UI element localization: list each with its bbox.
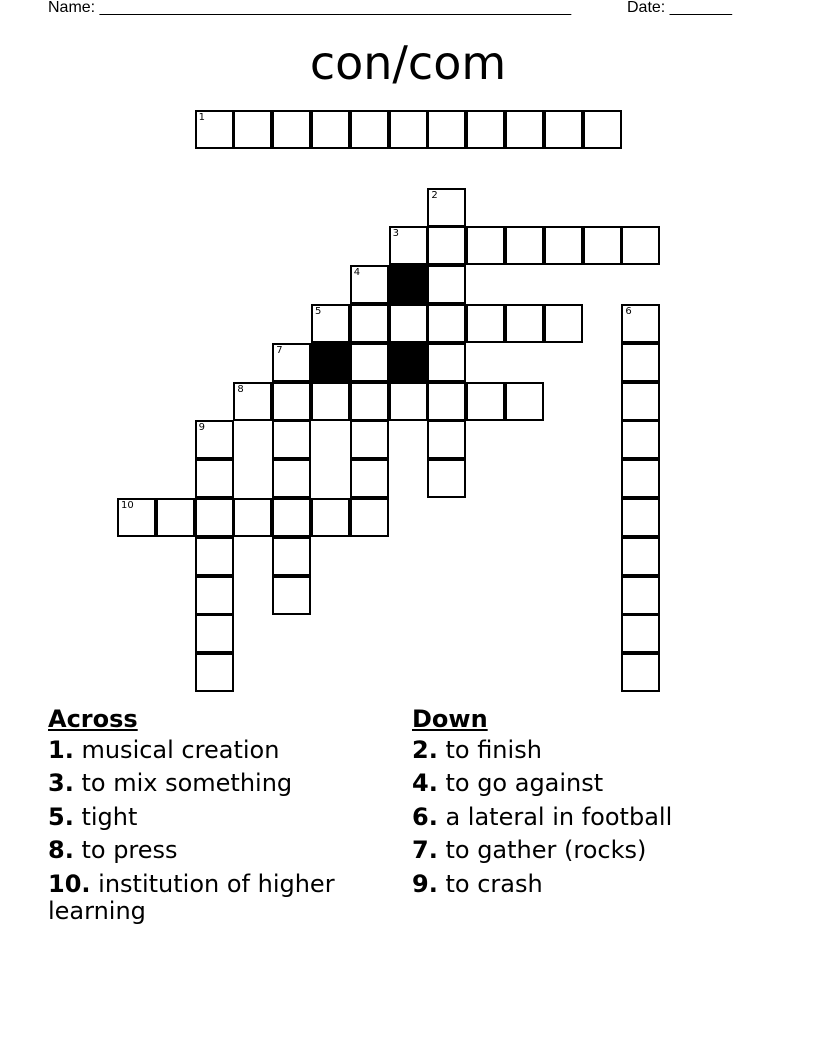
grid-cell[interactable]: [621, 382, 660, 421]
clue-down-7: [412, 837, 792, 864]
grid-cell[interactable]: [311, 110, 350, 149]
grid-cell[interactable]: [195, 110, 234, 149]
cell-number: 3: [392, 228, 399, 240]
cell-number: 7: [276, 344, 283, 356]
grid-block: [389, 343, 428, 382]
grid-cell[interactable]: [466, 226, 505, 265]
grid-cell[interactable]: [233, 498, 272, 537]
name-line: Name: _____________________________________________________: [48, 0, 572, 16]
grid-cell[interactable]: [195, 653, 234, 692]
date-line: Date: _______: [627, 0, 732, 16]
grid-cell[interactable]: [233, 110, 272, 149]
clue-number: 3.: [48, 769, 74, 797]
grid-cell[interactable]: [389, 226, 428, 265]
grid-cell[interactable]: [544, 226, 583, 265]
grid-cell[interactable]: [272, 576, 311, 615]
grid-cell[interactable]: [195, 459, 234, 498]
across-clues: [48, 703, 378, 931]
grid-cell[interactable]: [350, 343, 389, 382]
grid-cell[interactable]: [505, 382, 544, 421]
grid-cell[interactable]: [272, 498, 311, 537]
grid-cell[interactable]: [156, 498, 195, 537]
cell-number: 5: [315, 306, 322, 317]
grid-cell[interactable]: [272, 459, 311, 498]
clue-number: 2.: [412, 735, 438, 764]
clue-text: to finish: [445, 735, 542, 764]
grid-cell[interactable]: [195, 576, 234, 615]
grid-cell[interactable]: [621, 420, 660, 459]
grid-cell[interactable]: [621, 459, 660, 498]
clue-text: musical creation: [81, 735, 280, 764]
clue-across-10: [48, 871, 378, 925]
clue-text: to press: [81, 836, 178, 864]
grid-cell[interactable]: [195, 498, 234, 537]
clue-number: 6.: [412, 802, 438, 831]
grid-cell[interactable]: [350, 459, 389, 498]
grid-cell[interactable]: [427, 459, 466, 498]
clue-number: 5.: [48, 802, 74, 831]
clue-number: 8.: [48, 836, 74, 864]
grid-cell[interactable]: [350, 382, 389, 421]
clue-number: 9.: [412, 869, 438, 898]
clue-down-4: [412, 770, 792, 797]
grid-cell[interactable]: [583, 226, 622, 265]
grid-cell[interactable]: [466, 304, 505, 343]
grid-cell[interactable]: [350, 110, 389, 149]
clue-across-5: [48, 804, 378, 831]
grid-cell[interactable]: [544, 304, 583, 343]
grid-cell[interactable]: [427, 382, 466, 421]
grid-cell[interactable]: [311, 304, 350, 343]
grid-cell[interactable]: [195, 614, 234, 653]
grid-cell[interactable]: [466, 110, 505, 149]
clue-text: to go against: [445, 769, 604, 797]
grid-cell[interactable]: [389, 304, 428, 343]
grid-cell[interactable]: [350, 265, 389, 304]
grid-cell[interactable]: [427, 188, 466, 227]
clue-number: 1.: [48, 735, 74, 764]
grid-cell[interactable]: [272, 343, 311, 382]
grid-cell[interactable]: [466, 382, 505, 421]
clue-text: a lateral in football: [445, 802, 673, 831]
grid-cell[interactable]: [621, 653, 660, 692]
down-heading: Down: [412, 705, 488, 733]
across-heading: Across: [48, 705, 138, 733]
grid-cell[interactable]: [311, 498, 350, 537]
grid-cell[interactable]: [389, 110, 428, 149]
grid-cell[interactable]: [544, 110, 583, 149]
clue-text: to gather (rocks): [445, 836, 647, 864]
clue-down-9: [412, 871, 792, 898]
grid-cell[interactable]: [195, 420, 234, 459]
clue-text: institution of higher learning: [48, 869, 335, 925]
grid-cell[interactable]: [505, 304, 544, 343]
grid-cell[interactable]: [621, 498, 660, 537]
grid-cell[interactable]: [621, 576, 660, 615]
grid-cell[interactable]: [621, 614, 660, 653]
grid-cell[interactable]: [272, 110, 311, 149]
cell-number: 4: [353, 267, 361, 279]
clue-number: 7.: [412, 836, 438, 864]
grid-block: [311, 343, 350, 382]
clue-across-3: [48, 770, 378, 797]
grid-cell[interactable]: [621, 304, 660, 343]
grid-cell[interactable]: [272, 420, 311, 459]
grid-cell[interactable]: [621, 226, 660, 265]
grid-cell[interactable]: [427, 265, 466, 304]
grid-cell[interactable]: [427, 110, 466, 149]
grid-cell[interactable]: [427, 226, 466, 265]
grid-block: [389, 265, 428, 304]
down-clues: [412, 703, 792, 904]
clue-down-2: [412, 737, 792, 764]
clue-across-1: [48, 737, 378, 764]
grid-cell[interactable]: [233, 382, 272, 421]
grid-cell[interactable]: [427, 420, 466, 459]
cell-number: 9: [198, 422, 205, 434]
grid-cell[interactable]: [621, 537, 660, 576]
clue-number: 4.: [412, 769, 438, 797]
grid-cell[interactable]: [427, 304, 466, 343]
clue-across-8: [48, 837, 378, 864]
grid-cell[interactable]: [272, 537, 311, 576]
grid-cell[interactable]: [350, 498, 389, 537]
cell-number: 1: [198, 112, 205, 123]
cell-number: 6: [625, 306, 632, 317]
grid-cell[interactable]: [311, 382, 350, 421]
grid-cell[interactable]: [505, 226, 544, 265]
grid-cell[interactable]: [272, 382, 311, 421]
cell-number: 2: [431, 189, 438, 201]
grid-cell[interactable]: [350, 420, 389, 459]
grid-cell[interactable]: [583, 110, 622, 149]
grid-cell[interactable]: [350, 304, 389, 343]
cell-number: 8: [237, 383, 244, 395]
grid-cell[interactable]: [389, 382, 428, 421]
clue-down-6: [412, 804, 792, 831]
grid-cell[interactable]: [117, 498, 156, 537]
grid-cell[interactable]: [195, 537, 234, 576]
grid-cell[interactable]: [621, 343, 660, 382]
clue-text: tight: [81, 802, 138, 831]
clue-number: 10.: [48, 869, 91, 898]
puzzle-title: con/com: [309, 36, 507, 90]
clue-text: to mix something: [81, 769, 293, 797]
grid-cell[interactable]: [505, 110, 544, 149]
grid-cell[interactable]: [427, 343, 466, 382]
cell-number: 10: [121, 500, 134, 511]
clue-text: to crash: [445, 869, 543, 898]
